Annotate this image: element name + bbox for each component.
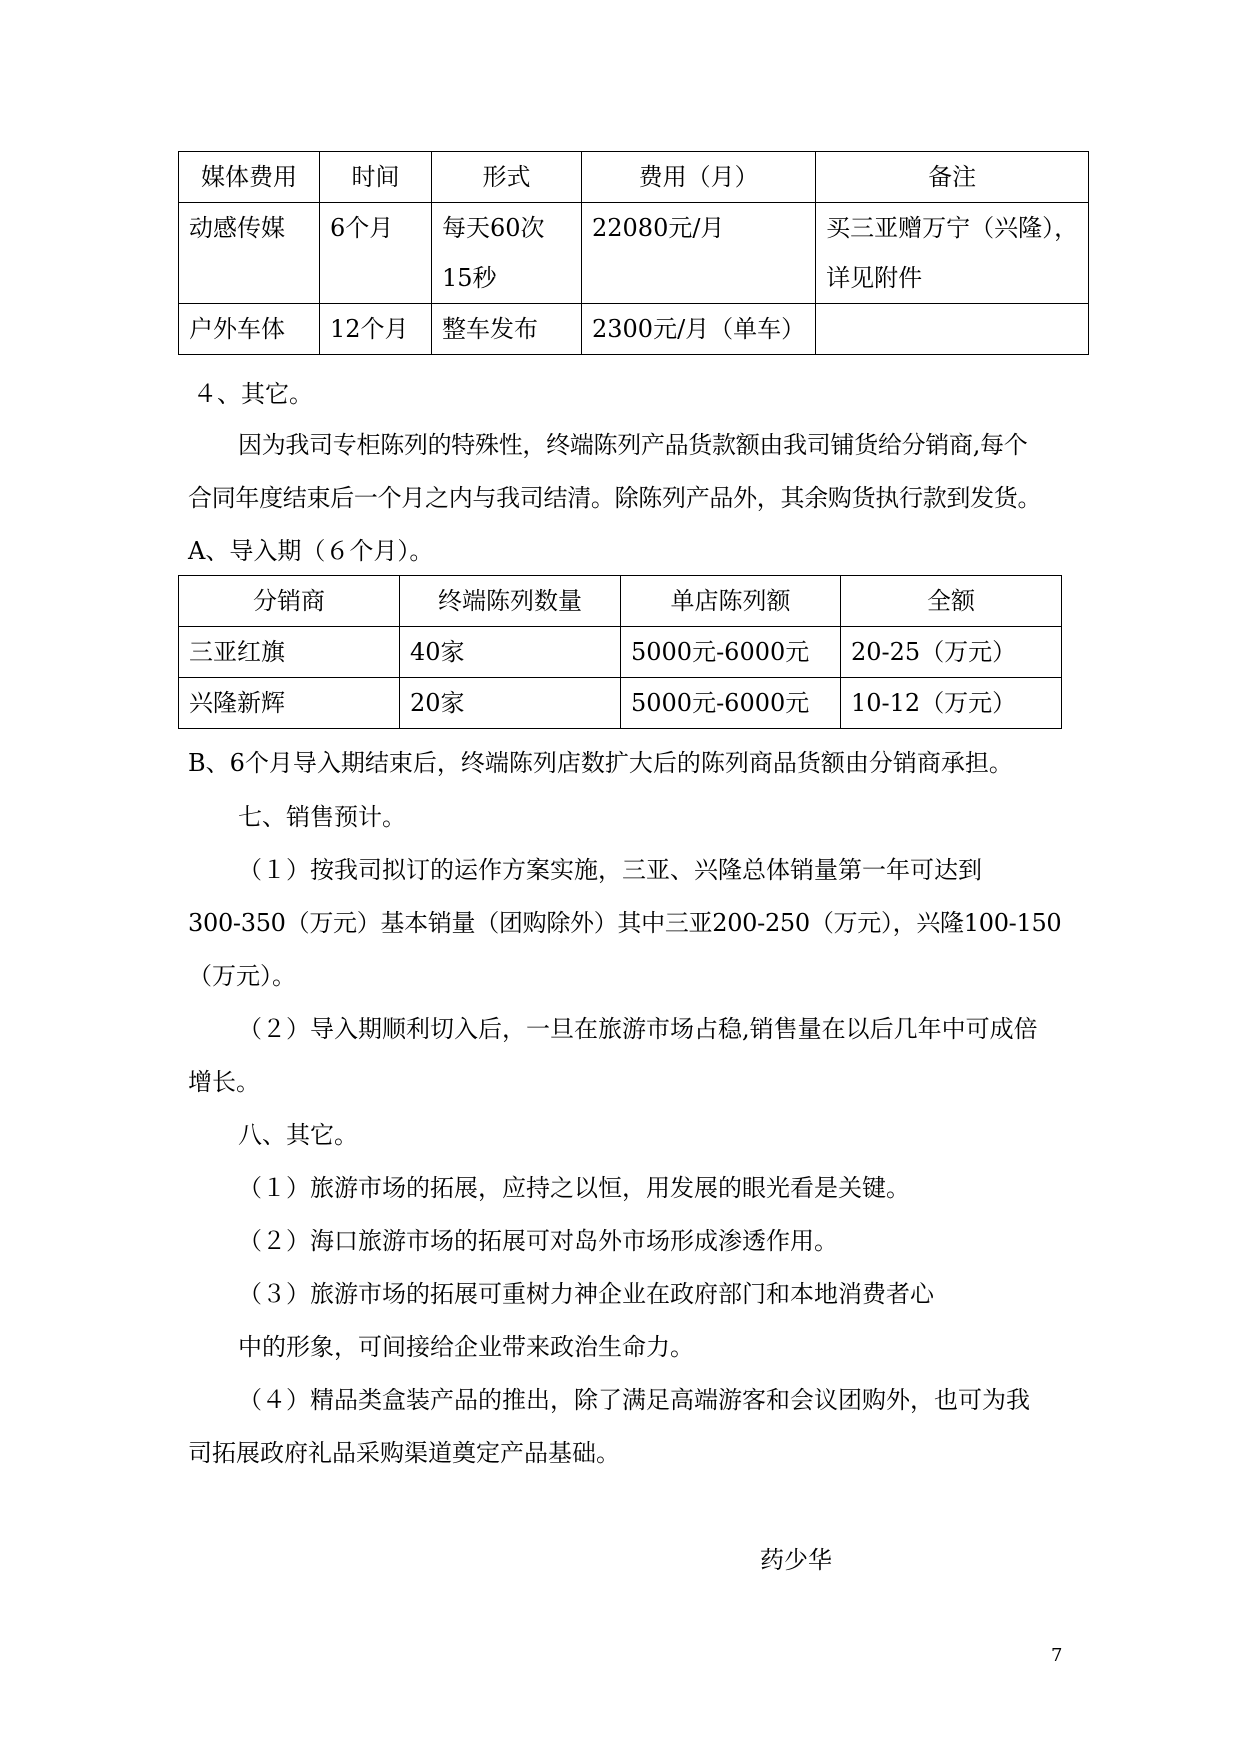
section-heading: 七、销售预计。 (238, 803, 406, 831)
table-cell (816, 203, 1089, 304)
signature: 药少华 (760, 1546, 832, 1574)
table-header-cell: 全额 (841, 576, 1062, 627)
paragraph-line: 中的形象，可间接给企业带来政治生命力。 (238, 1333, 694, 1361)
section-heading: A、导入期（６个月）。 (188, 537, 434, 565)
paragraph-line: 合同年度结束后一个月之内与我司结清。除陈列产品外，其余购货执行款到发货。 (188, 484, 1042, 512)
paragraph-line: （３）旅游市场的拓展可重树力神企业在政府部门和本地消费者心 (238, 1280, 934, 1308)
table-row (179, 627, 1062, 678)
table-row (179, 203, 1089, 304)
table-row (179, 678, 1062, 729)
table-header-row (179, 576, 1062, 627)
table-header-cell: 费用（月） (582, 152, 816, 203)
table-cell: 22080元/月 (582, 203, 816, 304)
table-cell: 户外车体 (179, 304, 320, 355)
paragraph-line: （４）精品类盒装产品的推出，除了满足高端游客和会议团购外，也可为我 (238, 1386, 1030, 1414)
paragraph-line: 300-350（万元）基本销量（团购除外）其中三亚200-250（万元），兴隆100-150 (188, 909, 1062, 937)
table-cell: 6个月 (320, 203, 432, 304)
table-cell (432, 203, 582, 304)
table-header-cell: 终端陈列数量 (400, 576, 621, 627)
table-cell: 20-25（万元） (841, 627, 1062, 678)
table-header-cell: 单店陈列额 (621, 576, 841, 627)
paragraph-line: 司拓展政府礼品采购渠道奠定产品基础。 (188, 1439, 620, 1467)
table-header-cell: 备注 (816, 152, 1089, 203)
paragraph-line: （２）海口旅游市场的拓展可对岛外市场形成渗透作用。 (238, 1227, 838, 1255)
cell-line: 每天60次 (442, 214, 545, 242)
table-cell: 5000元-6000元 (621, 627, 841, 678)
section-heading: ４、其它。 (193, 380, 313, 408)
table-cell: 三亚红旗 (179, 627, 400, 678)
table-cell: 2300元/月（单车） (582, 304, 816, 355)
table-header-row (179, 152, 1089, 203)
table-header-cell: 分销商 (179, 576, 400, 627)
paragraph-line: 增长。 (188, 1068, 260, 1096)
table-cell: 20家 (400, 678, 621, 729)
paragraph-line: （１）旅游市场的拓展，应持之以恒，用发展的眼光看是关键。 (238, 1174, 910, 1202)
paragraph-line: 因为我司专柜陈列的特殊性，终端陈列产品货款额由我司铺货给分销商,每个 (238, 431, 1028, 459)
section-heading: 八、其它。 (238, 1121, 358, 1149)
table-cell: 动感传媒 (179, 203, 320, 304)
distributor-table (178, 575, 1062, 729)
table-header-cell: 时间 (320, 152, 432, 203)
paragraph-line: （２）导入期顺利切入后，一旦在旅游市场占稳,销售量在以后几年中可成倍 (238, 1015, 1038, 1043)
table-row (179, 304, 1089, 355)
table-cell: 40家 (400, 627, 621, 678)
paragraph-line: （１）按我司拟订的运作方案实施，三亚、兴隆总体销量第一年可达到 (238, 856, 982, 884)
table-header-cell: 媒体费用 (179, 152, 320, 203)
cell-line: 买三亚赠万宁（兴隆）， (826, 214, 1079, 242)
table-cell: 12个月 (320, 304, 432, 355)
cell-line: 详见附件 (826, 264, 923, 292)
table-cell (816, 304, 1089, 355)
table-cell: 兴隆新辉 (179, 678, 400, 729)
table-cell: 整车发布 (432, 304, 582, 355)
page-number: 7 (1051, 1645, 1063, 1666)
table-header-cell: 形式 (432, 152, 582, 203)
cell-line: 15秒 (442, 264, 497, 292)
table-cell: 10-12（万元） (841, 678, 1062, 729)
paragraph-line: （万元）。 (188, 962, 296, 990)
paragraph-line: B、6个月导入期结束后，终端陈列店数扩大后的陈列商品货额由分销商承担。 (188, 749, 1013, 777)
table-cell: 5000元-6000元 (621, 678, 841, 729)
media-cost-table (178, 151, 1089, 355)
